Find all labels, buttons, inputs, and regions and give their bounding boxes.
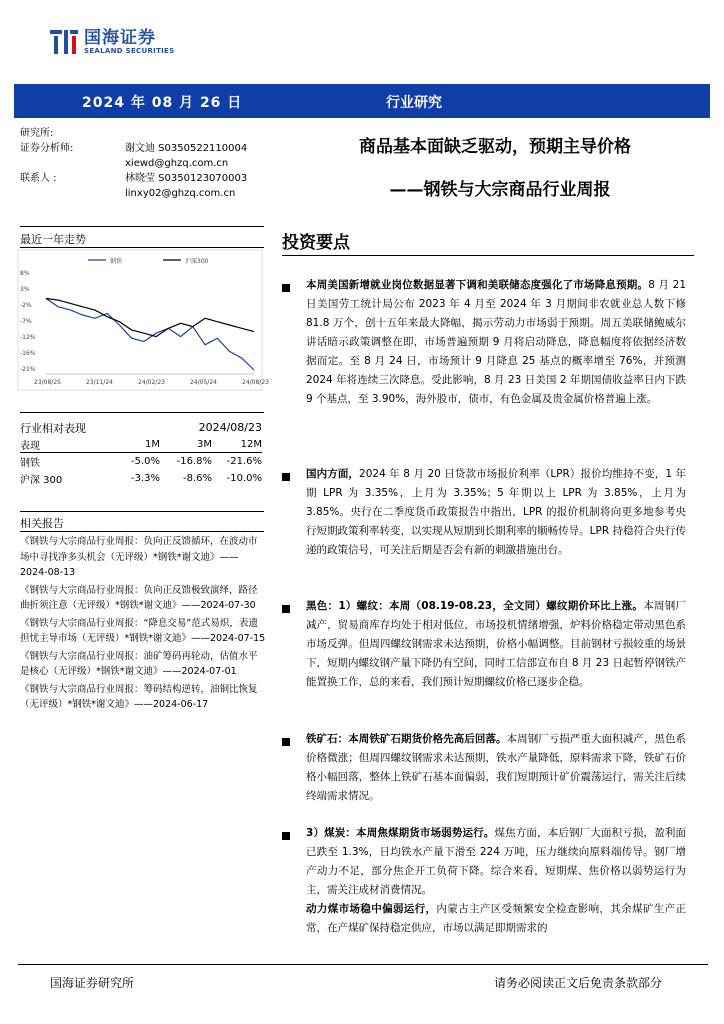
- analyst-label: [20, 186, 125, 201]
- list-item[interactable]: 《钢铁与大宗商品行业周报：“降息交易”范式易炽，表遗担忧主导市场（无评级）*钢铁*谢文迪》——2024-07-15: [20, 617, 266, 644]
- paragraph-lead: 3）煤炭：本周焦煤期货市场弱势运行。: [306, 827, 495, 839]
- perf-cell: -3.3%: [130, 473, 160, 484]
- analyst-email: xiewd@ghzq.com.cn: [125, 158, 229, 169]
- bullet-icon: [282, 738, 290, 746]
- analyst-email: linxy02@ghzq.com.cn: [125, 188, 236, 199]
- paragraph-body: 8 月 21 日美国劳工统计局公布 2023 年 4 月至 2024 年 3 月期间非农就业总人数下修 81.8 万个，创十五年来最大降幅，揭示劳动力市场弱于预期。周五美联储鲍威尔讲话暗示政策调整在即，市场普遍预期 9 月将启动降息，降息幅度将依据经济数据而定。至 8 月 24 日，市场预计 9 月降息 25 基点的概率增至 76%，并预测 2024 年将连续三次降息。受此影响，8 月 23 日美国 2 年期国债收益率日内下跌 9 个基点，至 3.90%，海外股市，债市，有色金属及贵金属价格普遍上涨。: [306, 279, 687, 405]
- report-date: 2024 年 08 月 26 日: [82, 95, 243, 111]
- logo-cn: 国海证券: [84, 27, 156, 48]
- y-tick-label: -16%: [20, 350, 36, 357]
- report-subtitle: ——钢铁与大宗商品行业周报: [389, 180, 611, 200]
- paragraph-body: 本周钢厂亏损严重大面积减产，黑色系价格微涨；但周四螺纹钢需求未达预期，铁水产量降低，原料需求下降，铁矿石价格小幅回落，整体上铁矿石基本面偏弱，我们短期预计矿价震荡运行，需关注后续终端需求情况。: [306, 733, 687, 802]
- divider: [20, 511, 264, 512]
- bullet-icon: [282, 605, 290, 613]
- y-tick-label: -7%: [20, 318, 32, 325]
- related-reports: [20, 534, 266, 715]
- list-item[interactable]: 《钢铁与大宗商品行业周报：负向正反馈循环，在波动市场中寻找净多头机会（无评级）*钢铁*谢文迪》——2024-08-13: [20, 536, 258, 578]
- analyst-label: 证券分析师:: [20, 143, 74, 154]
- table-row: [20, 470, 262, 487]
- header-banner: [14, 84, 710, 118]
- related-heading: 相关报告: [20, 517, 64, 530]
- table-row: [20, 453, 262, 470]
- x-tick-label: 23/11/24: [86, 379, 113, 386]
- x-tick-label: 24/08/23: [242, 379, 269, 386]
- analyst-heading: 研究所:: [20, 128, 54, 139]
- paragraph-lead: 本周美国新增就业岗位数据显著下调和美联储态度强化了市场降息预期。: [306, 279, 649, 291]
- company-logo: [50, 28, 174, 56]
- bullet-icon: [282, 473, 290, 481]
- divider: [20, 412, 264, 413]
- perf-heading: 行业相对表现: [20, 421, 86, 435]
- paragraph: [306, 597, 686, 692]
- y-tick-label: 8%: [20, 270, 30, 277]
- x-tick-label: 23/08/25: [34, 379, 61, 386]
- analyst-label: [20, 156, 125, 171]
- logo-en: SEALAND SECURITIES: [84, 46, 175, 55]
- perf-cell: -5.0%: [130, 456, 160, 467]
- paragraph: [306, 276, 686, 409]
- y-tick-label: 3%: [20, 286, 30, 293]
- paragraph: [306, 465, 686, 560]
- paragraph-body: 煤焦方面，本后钢厂大面积亏损，盈利面已跌至 1.3%，日均铁水产量下滑至 224 万吨，压力继续向原料端传导。钢厂增产动力不足，部分焦企开工负荷下降。综合来看，短期煤、焦价格以弱势运行为主，需关注成材消费情况。: [306, 827, 687, 896]
- divider: [20, 226, 264, 227]
- analyst-value: 谢文迪 S0350522110004: [125, 143, 248, 154]
- paragraph-lead: 铁矿石：本周铁矿石期货价格先高后回落。: [306, 733, 507, 745]
- paragraph-lead: 黑色：1）螺纹：本周（08.19-08.23，全文同）螺纹期价环比上涨。: [306, 600, 644, 612]
- trend-heading: 最近一年走势: [20, 233, 86, 246]
- perf-cell: -8.6%: [182, 473, 212, 484]
- perf-cell: -10.0%: [226, 473, 262, 484]
- analyst-label: 联系人 :: [20, 173, 57, 184]
- divider: [20, 531, 264, 532]
- x-tick-label: 24/05/24: [190, 379, 217, 386]
- perf-cell: -21.6%: [226, 456, 262, 467]
- x-tick-label: 24/02/23: [138, 379, 165, 386]
- paragraph-body: 本周钢厂减产，贸易商库存均处于相对低位，市场投机情绪增强，炉料价格稳定带动黑色系市场反弹。但周四螺纹钢需求未达预期，价格小幅调整。目前钢材亏损较重的场景下，短期内螺纹钢产量下降仍有空间，同时工信部宣布自 8 月 23 日起暂停钢铁产能置换工作，总的来看，我们预计短期螺纹价格已逐步企稳。: [306, 600, 687, 688]
- perf-col-header: 12M: [240, 438, 262, 450]
- paragraph-lead: 国内方面，: [306, 468, 360, 480]
- footer-right: 请务必阅读正文后免责条款部分: [494, 976, 663, 990]
- y-tick-label: -12%: [20, 334, 36, 341]
- paragraph: [306, 824, 686, 938]
- perf-cell: 沪深 300: [20, 475, 63, 486]
- y-tick-label: -21%: [20, 366, 36, 373]
- footer-divider: [18, 964, 708, 965]
- report-type: 行业研究: [386, 95, 442, 111]
- trend-chart: [18, 250, 269, 390]
- logo-mark-icon: [50, 28, 78, 56]
- paragraph-body: 2024 年 8 月 20 日贷款市场报价利率（LPR）报价均维持不变，1 年期 LPR 为 3.35%，上月为 3.35%；5 年期以上 LPR 为 3.85%，上月为 3.85%。央行在二季度货币政策报告中指出，LPR 的报价机制将向更多地参考央行短期政策利率转变，以实现从短期到长期利率的顺畅传导。LPR 持稳符合央行传递的政策信号，可关注后期是否会有新的刺激措施出台。: [306, 468, 687, 556]
- bullet-icon: [282, 284, 290, 292]
- analyst-info: [20, 126, 280, 201]
- performance-table: [20, 419, 262, 487]
- list-item[interactable]: 《钢铁与大宗商品行业周报：油矿筹码再轮动，估值水平是核心（无评级）*钢铁*谢文迪》——2024-07-01: [20, 650, 258, 677]
- divider: [282, 255, 694, 256]
- perf-col-header: 3M: [197, 438, 212, 450]
- y-tick-label: -2%: [20, 302, 32, 309]
- invest-heading: 投资要点: [282, 233, 350, 253]
- legend-label: 钢铁: [110, 258, 123, 265]
- footer-left: 国海证券研究所: [50, 976, 135, 990]
- list-item[interactable]: 《钢铁与大宗商品行业周报：筹码结构逆转，油铜比恢复（无评级）*钢铁*谢文迪》——2024-06-17: [20, 683, 258, 710]
- paragraph-lead: 动力煤市场稳中偏弱运行，: [306, 903, 437, 915]
- perf-col-header: 1M: [145, 438, 160, 450]
- divider: [20, 247, 264, 248]
- legend-label: 沪深300: [185, 258, 209, 265]
- list-item[interactable]: 《钢铁与大宗商品行业周报：负向正反馈极致演绎，路径曲折须注意（无评级）*钢铁*谢文迪》——2024-07-30: [20, 584, 258, 611]
- paragraph: [306, 730, 686, 806]
- bullet-icon: [282, 832, 290, 840]
- paragraph-body: 内蒙古主产区受频繁安全检查影响，其余煤矿生产正常，在产煤矿保持稳定供应，市场以满足即期需求的: [306, 903, 687, 934]
- analyst-value: 林晓莹 S0350123070003: [125, 173, 248, 184]
- perf-date: 2024/08/23: [198, 421, 262, 434]
- perf-col-header: 表现: [20, 440, 40, 452]
- perf-cell: 钢铁: [20, 458, 40, 469]
- report-title: 商品基本面缺乏驱动，预期主导价格: [359, 137, 631, 157]
- perf-cell: -16.8%: [176, 456, 212, 467]
